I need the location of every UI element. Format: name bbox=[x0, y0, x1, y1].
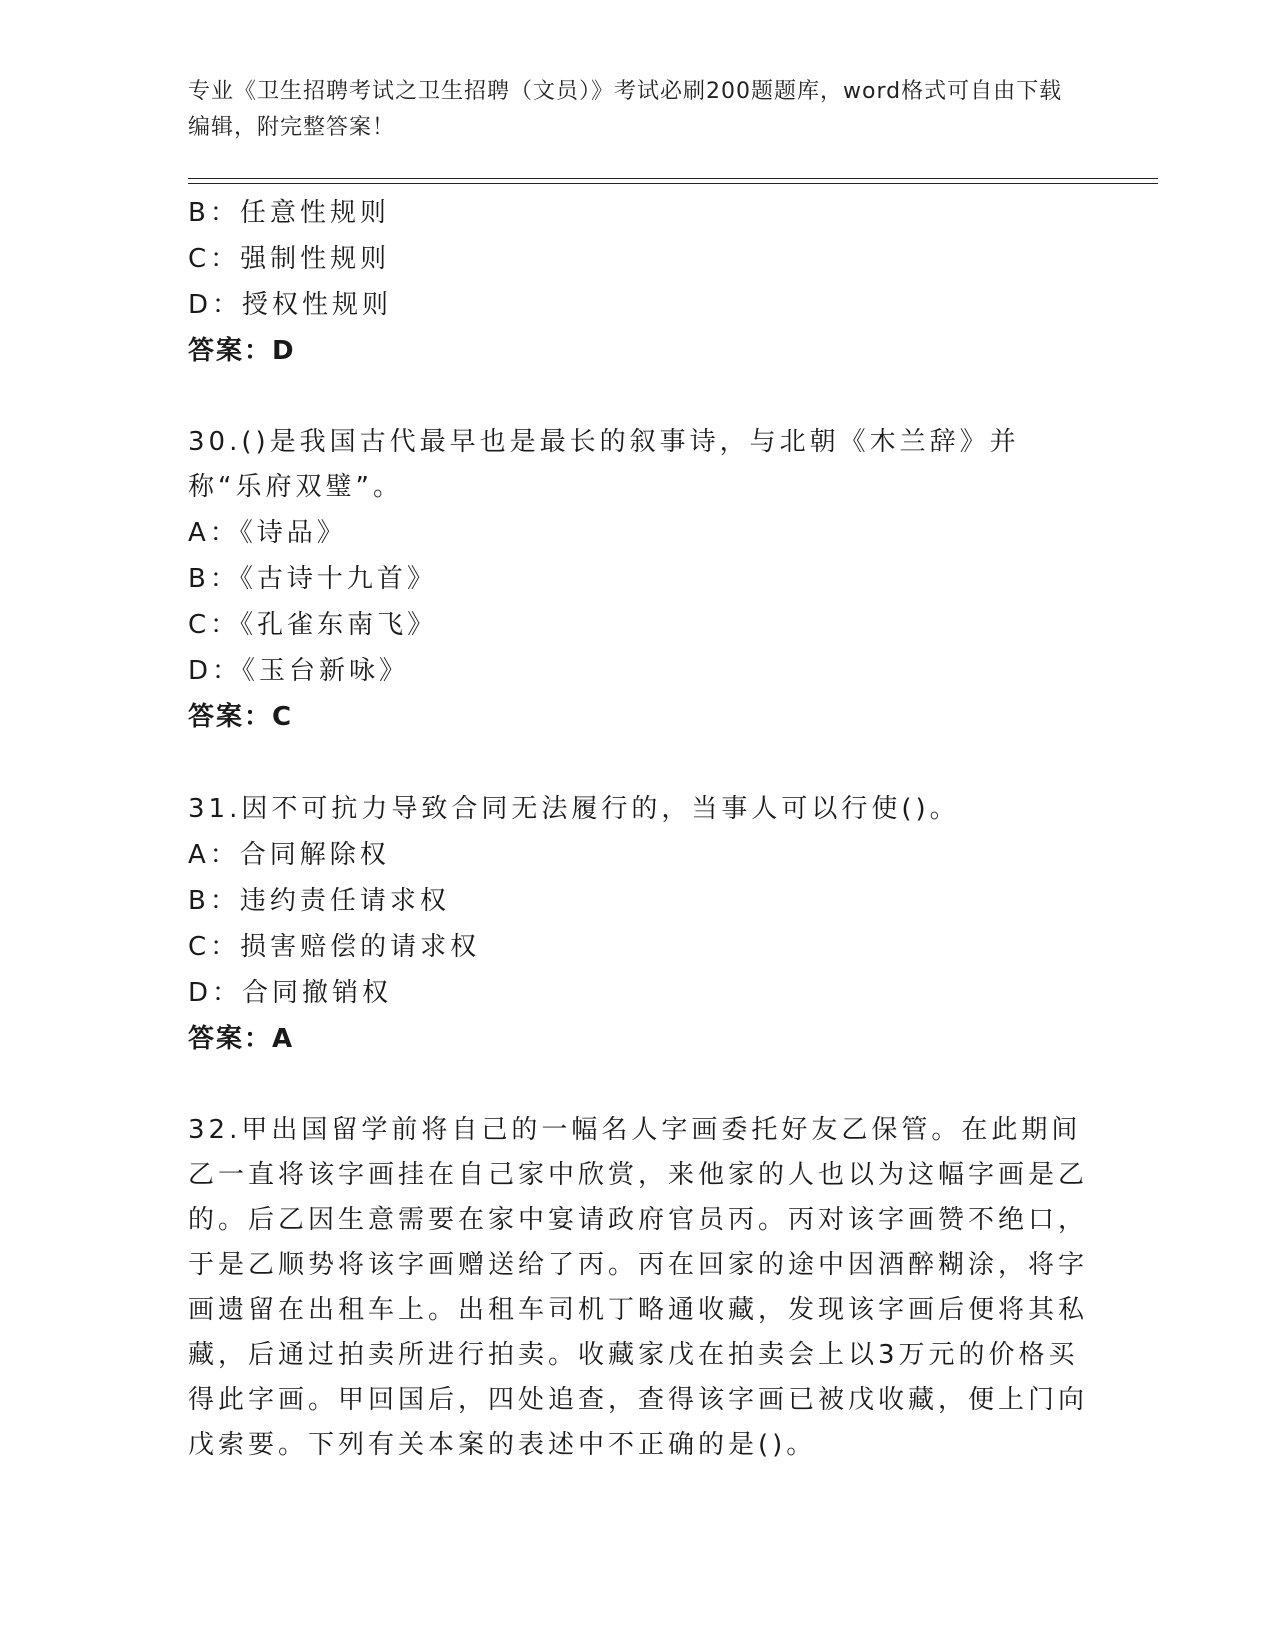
spacer bbox=[188, 374, 1088, 420]
option-d: D：授权性规则 bbox=[188, 290, 393, 320]
spacer bbox=[188, 1062, 1088, 1108]
option-b: B：违约责任请求权 bbox=[188, 886, 450, 916]
option-d: D：合同撤销权 bbox=[188, 978, 393, 1008]
question-30 bbox=[188, 420, 1088, 740]
option-a: A：《诗品》 bbox=[188, 518, 347, 548]
option-b: B：《古诗十九首》 bbox=[188, 564, 437, 594]
question-31 bbox=[188, 786, 1088, 1062]
option-a: A：合同解除权 bbox=[188, 840, 390, 870]
question-32 bbox=[188, 1108, 1088, 1468]
question-text: 31.因不可抗力导致合同无法履行的，当事人可以行使()。 bbox=[188, 794, 960, 824]
option-c: C：《孔雀东南飞》 bbox=[188, 610, 438, 640]
option-c: C：损害赔偿的请求权 bbox=[188, 932, 481, 962]
header-text: 专业《卫生招聘考试之卫生招聘（文员）》考试必刷200题题库，word格式可自由下载编辑，附完整答案！ bbox=[188, 79, 1063, 140]
option-c: C：强制性规则 bbox=[188, 244, 391, 274]
option-d: D：《玉台新咏》 bbox=[188, 656, 410, 686]
header-divider-top bbox=[188, 178, 1158, 179]
document-header bbox=[188, 74, 1068, 146]
question-text: 30.()是我国古代最早也是最长的叙事诗，与北朝《木兰辞》并称“乐府双璧”。 bbox=[188, 427, 1020, 502]
question-29-tail bbox=[188, 190, 1088, 374]
option-b: B：任意性规则 bbox=[188, 198, 390, 228]
answer-line: 答案：D bbox=[188, 336, 296, 366]
answer-line: 答案：C bbox=[188, 702, 294, 732]
answer-line: 答案：A bbox=[188, 1024, 295, 1054]
spacer bbox=[188, 740, 1088, 786]
header-divider-bottom bbox=[188, 183, 1158, 184]
question-text: 32.甲出国留学前将自己的一幅名人字画委托好友乙保管。在此期间乙一直将该字画挂在自己家中欣赏，来他家的人也以为这幅字画是乙的。后乙因生意需要在家中宴请政府官员丙。丙对该字画赞不绝口，于是乙顺势将该字画赠送给了丙。丙在回家的途中因酒醉糊涂，将字画遗留在出租车上。出租车司机丁略通收藏，发现该字画后便将其私藏，后通过拍卖所进行拍卖。收藏家戊在拍卖会上以3万元的价格买得此字画。甲回国后，四处追查，查得该字画已被戊收藏，便上门向戊索要。下列有关本案的表述中不正确的是()。 bbox=[188, 1115, 1089, 1460]
document-body bbox=[188, 190, 1088, 1468]
